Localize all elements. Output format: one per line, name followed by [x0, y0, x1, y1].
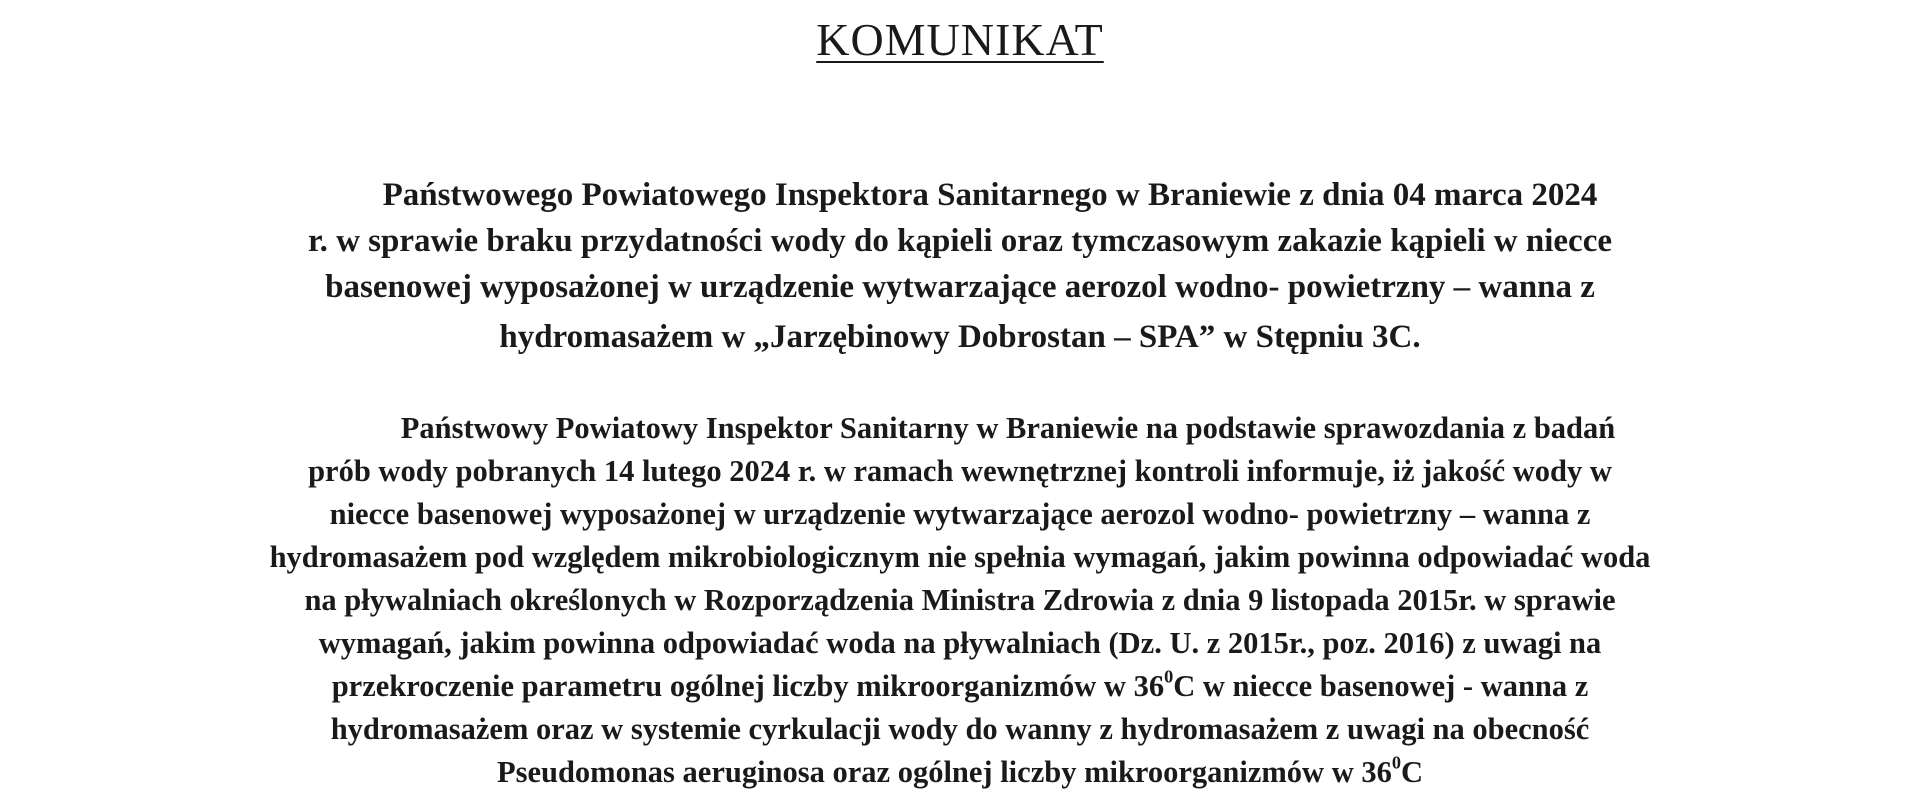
- intro-line: r. w sprawie braku przydatności wody do kąpieli oraz tymczasowym zakazie kąpieli w niecce: [307, 223, 1613, 259]
- superscript-zero: 0: [1391, 752, 1402, 773]
- intro-line: basenowej wyposażonej w urządzenie wytwarzające aerozol wodno- powietrzny – wanna z: [325, 269, 1595, 305]
- body-line: [0, 666, 1920, 706]
- intro-line: Państwowego Powiatowego Inspektora Sanitarnego w Braniewie z dnia 04 marca 2024: [382, 177, 1598, 213]
- body-line: hydromasażem oraz w systemie cyrkulacji wody do wanny z hydromasażem z uwagi na obecność: [330, 712, 1590, 746]
- body-line: hydromasażem pod względem mikrobiologicznym nie spełnia wymagań, jakim powinna odpowiadać woda: [269, 540, 1651, 574]
- body-line-text: przekroczenie parametru ogólnej liczby mikroorganizmów w 36: [331, 669, 1165, 703]
- body-line: prób wody pobranych 14 lutego 2024 r. w ramach wewnętrznej kontroli informuje, iż jakość wody w: [308, 454, 1612, 488]
- body-line: [0, 752, 1920, 792]
- body-line: Państwowy Powiatowy Inspektor Sanitarny w Braniewie na podstawie sprawozdania z badań: [400, 411, 1616, 445]
- body-line: wymagań, jakim powinna odpowiadać woda na pływalniach (Dz. U. z 2015r., poz. 2016) z uwagi na: [318, 626, 1602, 660]
- body-line: na pływalniach określonych w Rozporządzenia Ministra Zdrowia z dnia 9 listopada 2015r. w sprawie: [304, 583, 1616, 617]
- body-line-tail: C: [1401, 755, 1424, 789]
- body-line-tail: C w niecce basenowej - wanna z: [1173, 669, 1589, 703]
- body-line: niecce basenowej wyposażonej w urządzenie wytwarzające aerozol wodno- powietrzny – wanna z: [329, 497, 1591, 531]
- body-line-text: Pseudomonas aeruginosa oraz ogólnej liczby mikroorganizmów w 36: [496, 755, 1392, 789]
- intro-line: hydromasażem w „Jarzębinowy Dobrostan – SPA” w Stępniu 3C.: [499, 319, 1421, 355]
- superscript-zero: 0: [1164, 666, 1174, 687]
- document-title: [0, 8, 1920, 72]
- document-title-text: KOMUNIKAT: [816, 14, 1104, 65]
